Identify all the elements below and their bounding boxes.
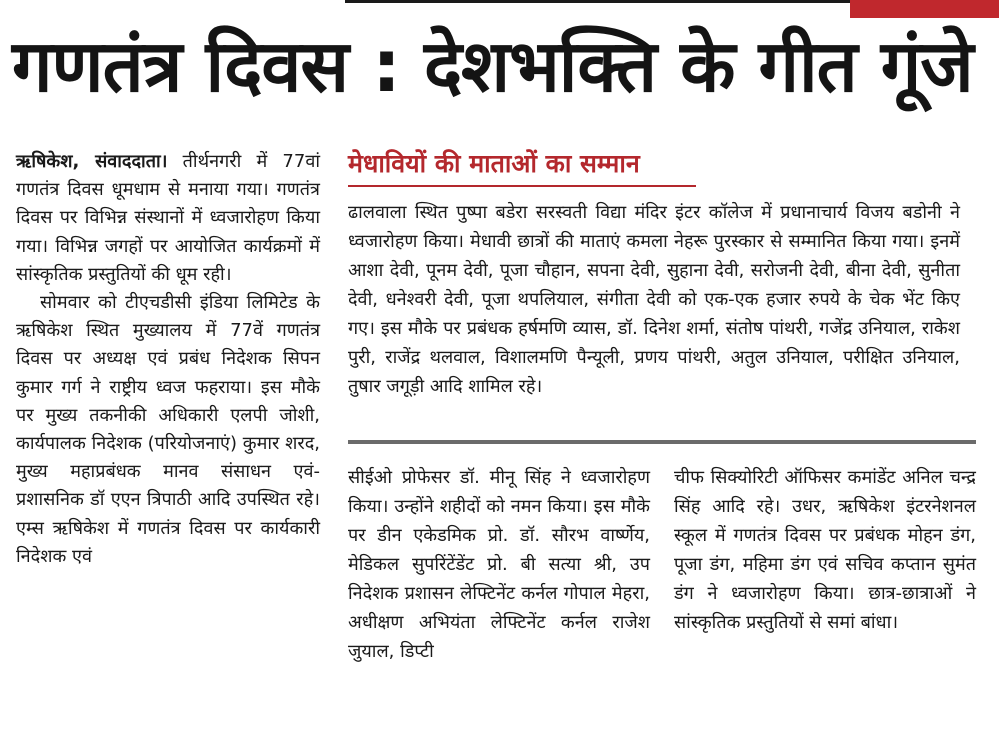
section-divider (348, 440, 976, 444)
column-1 (16, 148, 320, 571)
byline: ऋषिकेश, संवाददाता। (16, 151, 168, 172)
top-rule (345, 0, 850, 3)
column-4: चीफ सिक्योरिटी ऑफिसर कमांडेंट अनिल चन्द्र सिंह आदि रहे। उधर, ऋषिकेश इंटरनेशनल स्कूल में गणतंत्र दिवस पर प्रबंधक मोहन डंग, पूजा डंग, महिमा डंग एवं सचिव कप्तान सुमंत डंग ने ध्वजारोहण किया। छात्र-छात्राओं ने सांस्कृतिक प्रस्तुतियों से समां बांधा। (674, 467, 976, 633)
subheading: मेधावियों की माताओं का सम्मान (348, 149, 640, 178)
headline: गणतंत्र दिवस : देशभक्ति के गीत गूंजे (12, 24, 973, 108)
column-3: सीईओ प्रोफेसर डॉ. मीनू सिंह ने ध्वजारोहण किया। उन्होंने शहीदों को नमन किया। इस मौके पर डीन एकेडमिक प्रो. डॉ. सौरभ वार्ष्णेय, मेडिकल सुपरिंटेंडेंट प्रो. बी सत्या श्री, उप निदेशक प्रशासन लेफ्टिनेंट कर्नल गोपाल मेहरा, अधीक्षण अभियंता लेफ्टिनेंट कर्नल राजेश जुयाल, डिप्टी (348, 467, 650, 662)
column-1-para-2: सोमवार को टीएचडीसी इंडिया लिमिटेड के ऋषिकेश स्थित मुख्यालय में 77वें गणतंत्र दिवस पर अध्यक्ष एवं प्रबंध निदेशक सिपन कुमार गर्ग ने राष्ट्रीय ध्वज फहराया। इस मौके पर मुख्य तकनीकी अधिकारी एलपी जोशी, कार्यपालक निदेशक (परियोजनाएं) कुमार शरद, मुख्य महाप्रबंधक मानव संसाधन एवं-प्रशासनिक डॉ एएन त्रिपाठी आदि उपस्थित रहे। एम्स ऋषिकेश में गणतंत्र दिवस पर कार्यकारी निदेशक एवं (16, 292, 320, 567)
column-1-para-1: तीर्थनगरी में 77वां गणतंत्र दिवस धूमधाम से मनाया गया। गणतंत्र दिवस पर विभिन्न संस्थानों में ध्वजारोहण किया गया। विभिन्न जगहों पर आयोजित कार्यक्रमों में सांस्कृतिक प्रस्तुतियों की धूम रही। (16, 151, 320, 285)
column-2: ढालवाला स्थित पुष्पा बडेरा सरस्वती विद्या मंदिर इंटर कॉलेज में प्रधानाचार्य विजय बडोनी ने ध्वजारोहण किया। मेधावी छात्रों की माताएं कमला नेहरू पुरस्कार से सम्मानित किया गया। इनमें आशा देवी, पूनम देवी, पूजा चौहान, सपना देवी, सुहाना देवी, सरोजनी देवी, बीना देवी, सुनीता देवी, धनेश्वरी देवी, पूजा थपलियाल, संगीता देवी को एक-एक हजार रुपये के चेक भेंट किए गए। इस मौके पर प्रबंधक हर्षमणि व्यास, डॉ. दिनेश शर्मा, संतोष पांथरी, गजेंद्र उनियाल, राकेश पुरी, राजेंद्र थलवाल, विशालमणि पैन्यूली, प्रणय पांथरी, अतुल उनियाल, परीक्षित उनियाल, तुषार जगूड़ी आदि शामिल रहे। (348, 202, 960, 397)
subheading-underline (348, 185, 696, 187)
top-red-block (850, 0, 999, 18)
